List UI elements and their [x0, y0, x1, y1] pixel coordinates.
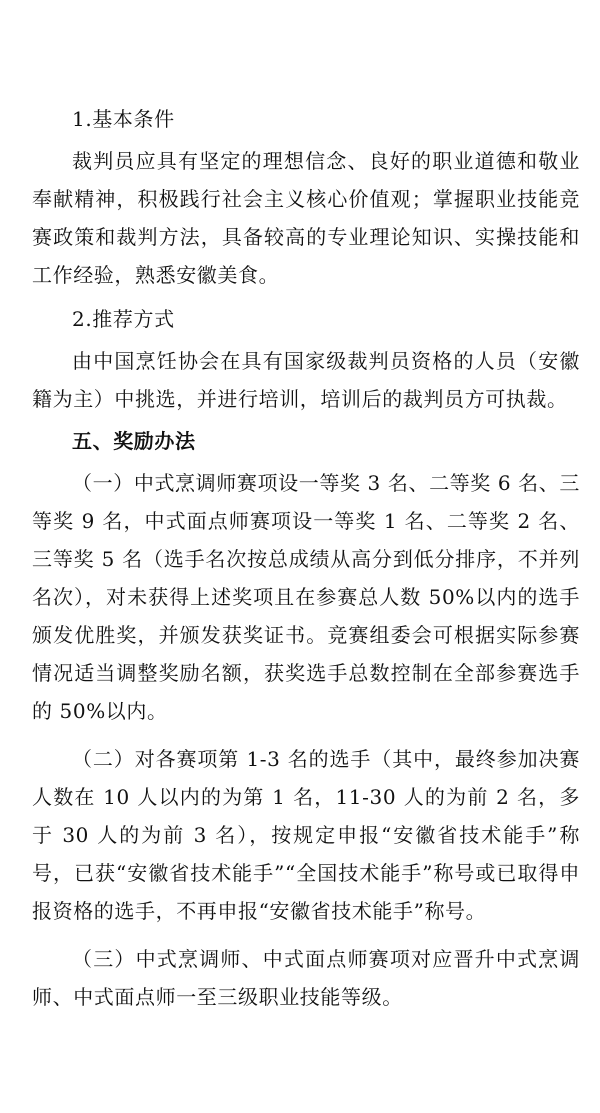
- heading-awards: 五、奖励办法: [72, 429, 196, 453]
- paragraph-awards-item-1: （一）中式烹调师赛项设一等奖 3 名、二等奖 6 名、三等奖 9 名，中式面点师赛项设一等奖 1 名、二等奖 2 名、三等奖 5 名（选手名次按总成绩从高分到低分排序，不并列名次），对未获得上述奖项且在参赛总人数 50%以内的选手颁发优胜奖，并颁发获奖证书。竞赛组委会可根据实际参赛情况适当调整奖励名额，获奖选手总数控制在全部参赛选手的 50%以内。: [32, 471, 580, 723]
- paragraph-recommendation-method: 由中国烹饪协会在具有国家级裁判员资格的人员（安徽籍为主）中挑选，并进行培训，培训后的裁判员方可执裁。: [32, 349, 580, 411]
- paragraph-basic-conditions: 裁判员应具有坚定的理想信念、良好的职业道德和敬业奉献精神，积极践行社会主义核心价值观；掌握职业技能竞赛政策和裁判方法，具备较高的专业理论知识、实操技能和工作经验，熟悉安徽美食。: [32, 149, 580, 287]
- heading-basic-conditions: 1.基本条件: [72, 107, 175, 131]
- paragraph-awards-item-2: （二）对各赛项第 1-3 名的选手（其中，最终参加决赛人数在 10 人以内的为第 1 名，11-30 人的为前 2 名，多于 30 人的为前 3 名），按规定申报“安徽省技术能手”称号，已获“安徽省技术能手”“全国技术能手”称号或已取得申报资格的选手，不再申报“安徽省技术能手”称号。: [32, 747, 580, 923]
- paragraph-awards-item-3: （三）中式烹调师、中式面点师赛项对应晋升中式烹调师、中式面点师一至三级职业技能等级。: [32, 947, 580, 1009]
- heading-recommendation-method: 2.推荐方式: [72, 307, 175, 331]
